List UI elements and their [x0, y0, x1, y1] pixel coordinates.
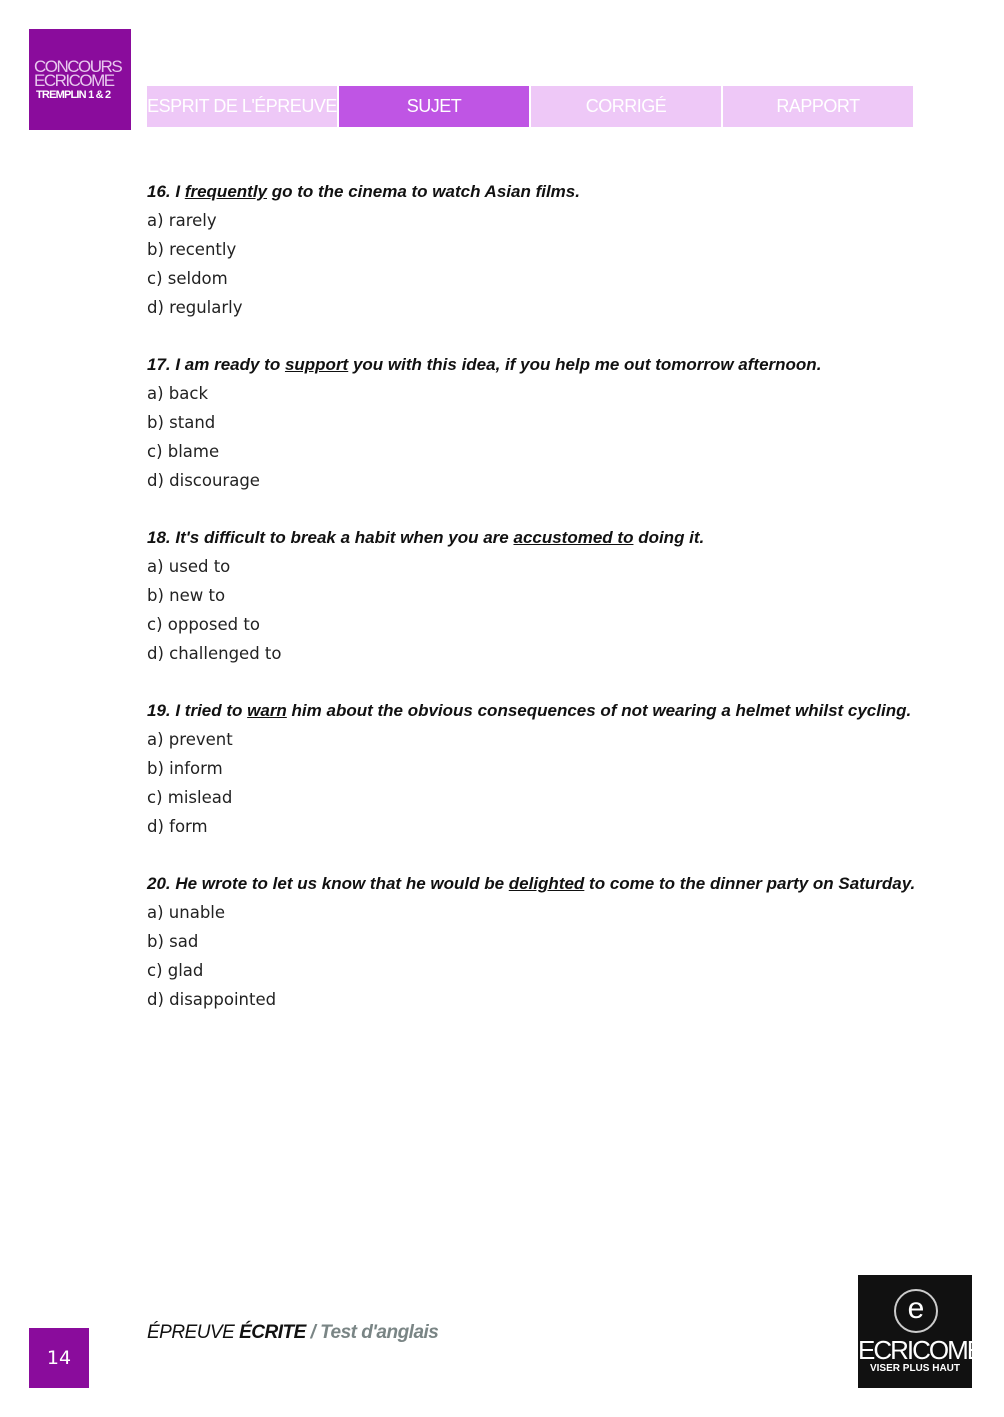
question-19 [147, 701, 911, 846]
question-prefix: 16. I [147, 182, 185, 201]
brand-tagline: VISER PLUS HAUT [869, 1363, 960, 1374]
footer-separator: / [305, 1322, 321, 1343]
question-suffix: you with this idea, if you help me out tomorrow afternoon. [348, 355, 822, 374]
underlined-term: warn [247, 701, 287, 720]
answer-option: a) back [147, 384, 209, 403]
underlined-term: accustomed to [513, 528, 634, 547]
question-16 [147, 182, 580, 327]
question-prefix: 17. I am ready to [147, 355, 285, 374]
footer-subject: Test d'anglais [320, 1322, 439, 1343]
answer-option: b) inform [147, 759, 223, 778]
answer-option: b) new to [147, 586, 226, 605]
question-text [147, 528, 704, 557]
section-tabs [147, 86, 915, 127]
question-suffix: doing it. [633, 528, 705, 547]
answer-option: c) blame [147, 442, 220, 461]
brand-name: ECRICOME [858, 1335, 983, 1365]
question-suffix: to come to the dinner party on Saturday. [584, 874, 916, 893]
question-text [147, 182, 580, 211]
answer-option: d) challenged to [147, 644, 282, 663]
question-prefix: 20. He wrote to let us know that he would be [147, 874, 509, 893]
underlined-term: delighted [508, 874, 585, 893]
question-text [147, 355, 821, 384]
answer-option: d) form [147, 817, 208, 836]
question-17 [147, 355, 821, 500]
answer-option: a) used to [147, 557, 231, 576]
footer-label-bold: ÉCRITE [239, 1322, 306, 1343]
question-18 [147, 528, 704, 673]
footer-label: ÉPREUVE [147, 1322, 240, 1343]
logo-line2: ECRICOME [34, 71, 114, 90]
answer-option: a) prevent [147, 730, 233, 749]
answer-option: d) discourage [147, 471, 260, 490]
logo-line1: CONCOURS [34, 57, 122, 76]
tab-esprit[interactable]: ESPRIT DE L'ÉPREUVE [147, 86, 337, 127]
question-suffix: him about the obvious consequences of not wearing a helmet whilst cycling. [286, 701, 912, 720]
tab-rapport[interactable]: RAPPORT [723, 86, 913, 127]
question-suffix: go to the cinema to watch Asian films. [267, 182, 580, 201]
underlined-term: support [284, 355, 349, 374]
concours-logo [29, 29, 131, 130]
question-text [147, 874, 915, 903]
tab-corrige[interactable]: CORRIGÉ [531, 86, 721, 127]
ecricome-e-icon: e [894, 1289, 938, 1333]
logo-line3: TREMPLIN 1 & 2 [36, 89, 111, 101]
page-number: 14 [29, 1328, 89, 1388]
answer-option: c) glad [147, 961, 204, 980]
question-text [147, 701, 911, 730]
answer-option: a) unable [147, 903, 226, 922]
answer-option: c) mislead [147, 788, 233, 807]
answer-option: d) disappointed [147, 990, 277, 1009]
underlined-term: frequently [184, 182, 267, 201]
answer-option: c) opposed to [147, 615, 260, 634]
answer-option: b) recently [147, 240, 237, 259]
answer-option: c) seldom [147, 269, 228, 288]
answer-option: b) stand [147, 413, 216, 432]
answer-option: b) sad [147, 932, 199, 951]
question-prefix: 19. I tried to [147, 701, 248, 720]
answer-option: d) regularly [147, 298, 243, 317]
answer-option: a) rarely [147, 211, 217, 230]
question-prefix: 18. It's difficult to break a habit when you are [147, 528, 514, 547]
footer-title [147, 1322, 438, 1344]
tab-sujet[interactable]: SUJET [339, 86, 529, 127]
ecricome-logo [858, 1275, 983, 1388]
question-20 [147, 874, 915, 1019]
